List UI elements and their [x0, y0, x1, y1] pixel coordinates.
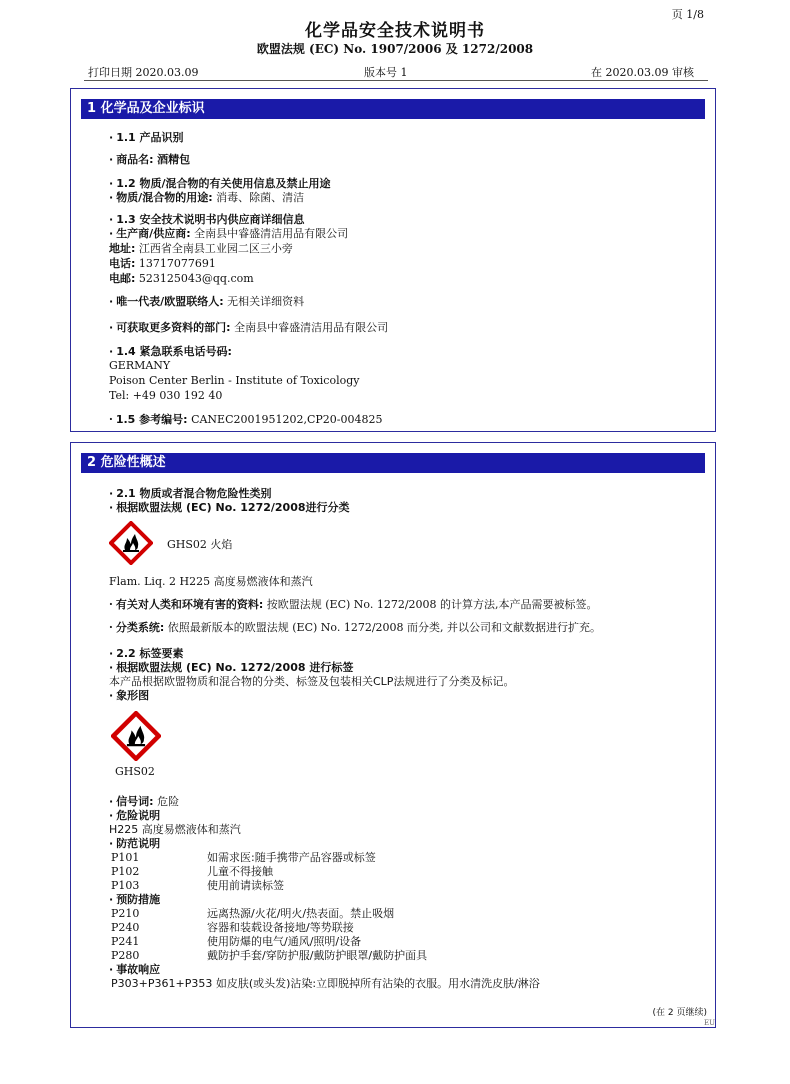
s13-heading: · 1.3 安全技术说明书内供应商详细信息 — [109, 213, 305, 226]
section-2-title: 2 危险性概述 — [81, 453, 705, 473]
p-text: 远离热源/火花/明火/热表面。禁止吸烟 — [207, 907, 395, 920]
p-text: 如需求医:随手携带产品容器或标签 — [207, 851, 376, 864]
classification-reg: · 根据欧盟法规 (EC) No. 1272/2008进行分类 — [109, 501, 350, 514]
section-2-box — [70, 442, 716, 1028]
emergency-country: GERMANY — [109, 359, 171, 372]
signal-word-line: · 信号词: 危险 — [109, 795, 180, 808]
pictogram-heading: · 象形图 — [109, 689, 150, 702]
section-1-title: 1 化学品及企业标识 — [81, 99, 705, 119]
s11-heading: · 1.1 产品识别 — [109, 131, 184, 144]
ghs02-pictogram-icon — [111, 711, 161, 761]
flame-pictogram-icon — [109, 521, 153, 565]
p-text: 使用防爆的电气/通风/照明/设备 — [207, 935, 362, 948]
p-code: P210 — [111, 907, 140, 920]
hazard-statements-heading: · 危险说明 — [109, 809, 161, 822]
p-text: 使用前请读标签 — [207, 879, 284, 892]
p-code: P101 — [111, 851, 140, 864]
header-rule — [84, 80, 708, 81]
s22-heading: · 2.2 标签要素 — [109, 647, 184, 660]
s14-heading: · 1.4 紧急联系电话号码: — [109, 345, 232, 358]
p-text: 儿童不得接触 — [207, 865, 273, 878]
address-line: 地址: 江西省全南县工业园二区三小旁 — [109, 242, 293, 255]
supplier-line: · 生产商/供应商: 全南县中睿盛清洁用品有限公司 — [109, 227, 349, 240]
emergency-center: Poison Center Berlin - Institute of Toxicology — [109, 374, 360, 387]
print-date: 打印日期 2020.03.09 — [88, 66, 199, 79]
labelling-text: 本产品根据欧盟物质和混合物的分类、标签及包装相关CLP法规进行了分类及标记。 — [109, 675, 515, 688]
version-number: 版本号 1 — [364, 66, 408, 79]
h225-line: H225 高度易燃液体和蒸汽 — [109, 823, 241, 836]
s21-heading: · 2.1 物质或者混合物危险性类别 — [109, 487, 272, 500]
s15-line: · 1.5 参考编号: CANEC2001951202,CP20-004825 — [109, 413, 383, 426]
precaution-heading: · 防范说明 — [109, 837, 161, 850]
review-date: 在 2020.03.09 审核 — [591, 66, 694, 79]
flam-liq-line: Flam. Liq. 2 H225 高度易燃液体和蒸汽 — [109, 575, 313, 588]
info-dept-line: · 可获取更多资料的部门: 全南县中睿盛清洁用品有限公司 — [109, 321, 389, 334]
classification-system-line: · 分类系统: 依照最新版本的欧盟法规 (EC) No. 1272/2008 而分类, 并以公司和文献数据进行扩充。 — [109, 621, 602, 634]
p-code: P240 — [111, 921, 140, 934]
hazard-info-line: · 有关对人类和环境有害的资料: 按欧盟法规 (EC) No. 1272/2008 的计算方法,本产品需要被标签。 — [109, 598, 598, 611]
ghs02-flame-label: GHS02 火焰 — [167, 538, 233, 551]
p-text: 戴防护手套/穿防护服/戴防护眼罩/戴防护面具 — [207, 949, 428, 962]
representative-line: · 唯一代表/欧盟联络人: 无相关详细资料 — [109, 295, 305, 308]
document-subtitle: 欧盟法规 (EC) No. 1907/2006 及 1272/2008 — [256, 42, 534, 56]
product-name-line: · 商品名: 酒精包 — [109, 153, 191, 166]
prevention-heading: · 预防措施 — [109, 893, 161, 906]
page-number: 页 1/8 — [671, 8, 704, 21]
p-code: P241 — [111, 935, 140, 948]
ghs02-label: GHS02 — [115, 765, 155, 778]
s12-heading: · 1.2 物质/混合物的有关使用信息及禁止用途 — [109, 177, 331, 190]
phone-line: 电话: 13717077691 — [109, 257, 216, 270]
p-text: 容器和装载设备接地/等势联接 — [207, 921, 354, 934]
use-line: · 物质/混合物的用途: 消毒、除菌、清洁 — [109, 191, 305, 204]
section-1-box — [70, 88, 716, 432]
p-code: P102 — [111, 865, 140, 878]
response-line: P303+P361+P353 如皮肤(或头发)沾染:立即脱掉所有沾染的衣服。用水清洗皮肤/淋浴 — [111, 977, 540, 990]
email-line: 电邮: 523125043@qq.com — [109, 272, 254, 285]
p-code: P280 — [111, 949, 140, 962]
emergency-tel: Tel: +49 030 192 40 — [109, 389, 223, 402]
p-code: P103 — [111, 879, 140, 892]
continued-note: (在 2 页继续) — [652, 1008, 707, 1018]
document-title: 化学品安全技术说明书 — [305, 21, 485, 41]
eu-mark: EU — [703, 1019, 715, 1027]
response-heading: · 事故响应 — [109, 963, 161, 976]
labelling-reg: · 根据欧盟法规 (EC) No. 1272/2008 进行标签 — [109, 661, 354, 674]
